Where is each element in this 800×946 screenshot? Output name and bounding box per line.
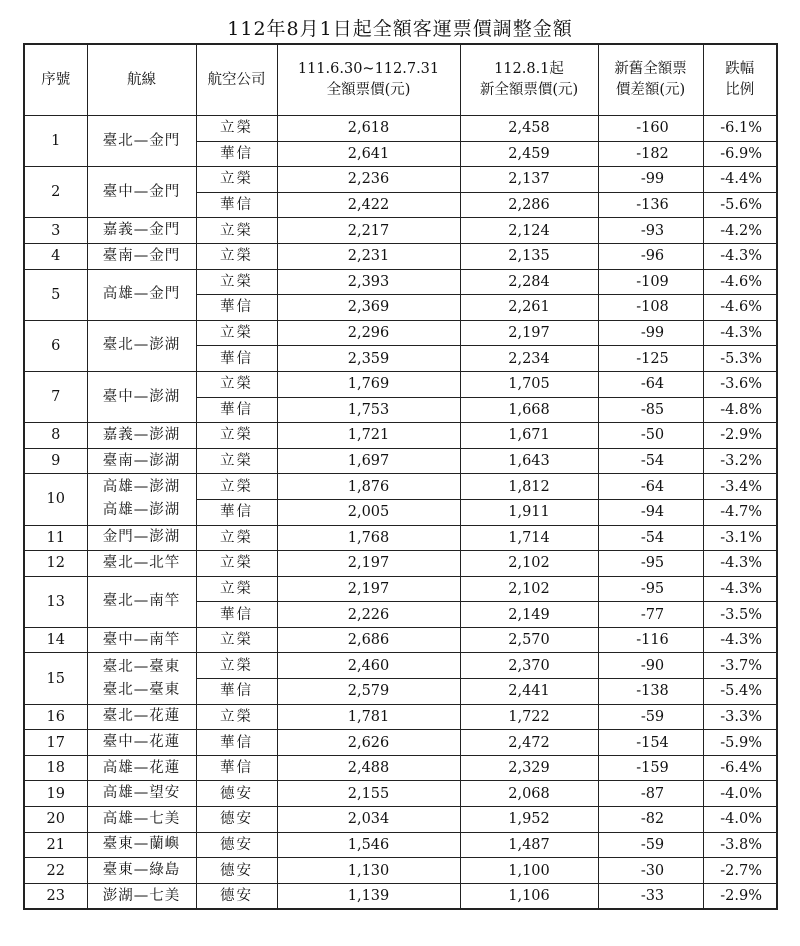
cell-pct: -5.9% [703, 730, 777, 756]
cell-new-price: 1,668 [460, 397, 598, 423]
cell-diff: -154 [598, 730, 703, 756]
cell-pct: -3.5% [703, 602, 777, 628]
cell-seq: 7 [24, 371, 87, 422]
cell-airline: 華信 [196, 295, 277, 321]
route-label: 臺北—臺東 [102, 658, 181, 675]
cell-new-price: 2,441 [460, 679, 598, 705]
cell-new-price: 1,671 [460, 423, 598, 449]
cell-old-price: 2,155 [277, 781, 460, 807]
route-label: 臺東—蘭嶼 [102, 836, 181, 853]
cell-old-price: 2,359 [277, 346, 460, 372]
table-row [24, 448, 777, 474]
cell-seq: 23 [24, 883, 87, 909]
cell-old-price: 2,236 [277, 167, 460, 193]
cell-route [87, 525, 196, 551]
cell-pct: -3.3% [703, 704, 777, 730]
cell-seq: 13 [24, 576, 87, 627]
cell-diff: -64 [598, 474, 703, 500]
cell-new-price: 2,124 [460, 218, 598, 244]
table-row [24, 551, 777, 577]
cell-pct: -3.6% [703, 371, 777, 397]
cell-new-price: 2,068 [460, 781, 598, 807]
cell-old-price: 1,130 [277, 858, 460, 884]
header-route: 航線 [87, 44, 196, 116]
cell-route [87, 448, 196, 474]
cell-seq: 5 [24, 269, 87, 320]
cell-pct: -3.4% [703, 474, 777, 500]
cell-diff: -159 [598, 755, 703, 781]
cell-route [87, 576, 196, 627]
cell-route [87, 832, 196, 858]
cell-old-price: 2,197 [277, 551, 460, 577]
cell-new-price: 1,812 [460, 474, 598, 500]
cell-old-price: 2,579 [277, 679, 460, 705]
cell-airline: 立榮 [196, 551, 277, 577]
table-row [24, 627, 777, 653]
table-row [24, 218, 777, 244]
route-label: 臺北—金門 [102, 132, 181, 149]
cell-old-price: 2,231 [277, 243, 460, 269]
cell-seq: 8 [24, 423, 87, 449]
cell-diff: -125 [598, 346, 703, 372]
cell-old-price: 2,686 [277, 627, 460, 653]
cell-diff: -93 [598, 218, 703, 244]
cell-old-price: 1,546 [277, 832, 460, 858]
cell-airline: 立榮 [196, 448, 277, 474]
cell-airline: 立榮 [196, 423, 277, 449]
route-label: 臺北—花蓮 [102, 708, 181, 725]
cell-pct: -4.3% [703, 243, 777, 269]
table-row [24, 371, 777, 397]
table-row [24, 832, 777, 858]
cell-pct: -5.6% [703, 192, 777, 218]
cell-seq: 19 [24, 781, 87, 807]
cell-airline: 立榮 [196, 704, 277, 730]
cell-airline: 華信 [196, 730, 277, 756]
cell-old-price: 2,626 [277, 730, 460, 756]
table-row [24, 576, 777, 602]
cell-route [87, 704, 196, 730]
cell-new-price: 1,100 [460, 858, 598, 884]
cell-route [87, 781, 196, 807]
route-label: 臺中—南竿 [102, 631, 181, 648]
cell-seq: 1 [24, 116, 87, 167]
table-row [24, 243, 777, 269]
cell-seq: 15 [24, 653, 87, 704]
cell-diff: -182 [598, 141, 703, 167]
cell-pct: -4.3% [703, 576, 777, 602]
cell-seq: 14 [24, 627, 87, 653]
cell-pct: -6.4% [703, 755, 777, 781]
cell-pct: -4.7% [703, 499, 777, 525]
cell-new-price: 2,284 [460, 269, 598, 295]
cell-seq: 6 [24, 320, 87, 371]
cell-diff: -50 [598, 423, 703, 449]
cell-seq: 18 [24, 755, 87, 781]
table-row [24, 167, 777, 193]
table-row [24, 807, 777, 833]
cell-route [87, 858, 196, 884]
route-label: 高雄—澎湖 [102, 479, 181, 496]
cell-pct: -3.7% [703, 653, 777, 679]
cell-new-price: 2,459 [460, 141, 598, 167]
route-label: 高雄—花蓮 [102, 759, 181, 776]
cell-airline: 華信 [196, 499, 277, 525]
table-row [24, 755, 777, 781]
cell-diff: -85 [598, 397, 703, 423]
cell-pct: -4.3% [703, 627, 777, 653]
header-airline: 航空公司 [196, 44, 277, 116]
cell-route [87, 883, 196, 909]
cell-old-price: 2,460 [277, 653, 460, 679]
cell-airline: 德安 [196, 781, 277, 807]
cell-route [87, 627, 196, 653]
page-title: 112年8月1日起全額客運票價調整金額 [227, 18, 573, 40]
route-label: 臺北—臺東 [102, 681, 181, 698]
cell-pct: -2.9% [703, 423, 777, 449]
cell-pct: -4.2% [703, 218, 777, 244]
cell-diff: -99 [598, 320, 703, 346]
cell-seq: 20 [24, 807, 87, 833]
table-row [24, 116, 777, 142]
route-label: 臺北—澎湖 [102, 337, 181, 354]
cell-new-price: 2,458 [460, 116, 598, 142]
table-row [24, 883, 777, 909]
cell-diff: -94 [598, 499, 703, 525]
cell-route [87, 116, 196, 167]
cell-route [87, 474, 196, 525]
header-new-price: 112.8.1起 新全額票價(元) [460, 44, 598, 116]
cell-old-price: 2,034 [277, 807, 460, 833]
cell-seq: 10 [24, 474, 87, 525]
route-label: 高雄—七美 [102, 810, 181, 827]
cell-diff: -138 [598, 679, 703, 705]
cell-new-price: 2,135 [460, 243, 598, 269]
route-label: 臺中—澎湖 [102, 388, 181, 405]
cell-airline: 德安 [196, 832, 277, 858]
cell-pct: -4.6% [703, 295, 777, 321]
route-label: 臺東—綠島 [102, 862, 181, 879]
cell-pct: -2.9% [703, 883, 777, 909]
cell-new-price: 1,487 [460, 832, 598, 858]
cell-route [87, 807, 196, 833]
cell-new-price: 2,102 [460, 576, 598, 602]
cell-pct: -6.9% [703, 141, 777, 167]
cell-old-price: 2,296 [277, 320, 460, 346]
cell-new-price: 2,137 [460, 167, 598, 193]
cell-old-price: 1,139 [277, 883, 460, 909]
cell-pct: -4.0% [703, 781, 777, 807]
cell-airline: 立榮 [196, 653, 277, 679]
cell-diff: -30 [598, 858, 703, 884]
cell-pct: -3.8% [703, 832, 777, 858]
cell-pct: -3.2% [703, 448, 777, 474]
header-old-price: 111.6.30~112.7.31 全額票價(元) [277, 44, 460, 116]
cell-new-price: 1,911 [460, 499, 598, 525]
cell-airline: 華信 [196, 679, 277, 705]
cell-pct: -4.4% [703, 167, 777, 193]
table-row [24, 730, 777, 756]
cell-airline: 華信 [196, 141, 277, 167]
cell-old-price: 1,753 [277, 397, 460, 423]
cell-new-price: 2,149 [460, 602, 598, 628]
cell-seq: 4 [24, 243, 87, 269]
cell-airline: 華信 [196, 755, 277, 781]
cell-airline: 立榮 [196, 116, 277, 142]
cell-diff: -95 [598, 576, 703, 602]
fare-table [23, 43, 778, 910]
cell-new-price: 2,234 [460, 346, 598, 372]
cell-new-price: 2,472 [460, 730, 598, 756]
route-label: 高雄—金門 [102, 286, 181, 303]
header-pct: 跌幅 比例 [703, 44, 777, 116]
cell-old-price: 1,769 [277, 371, 460, 397]
route-label: 嘉義—澎湖 [102, 426, 181, 443]
table-row [24, 269, 777, 295]
route-label: 嘉義—金門 [102, 222, 181, 239]
cell-new-price: 2,329 [460, 755, 598, 781]
cell-new-price: 2,570 [460, 627, 598, 653]
cell-route [87, 371, 196, 422]
cell-seq: 21 [24, 832, 87, 858]
cell-diff: -82 [598, 807, 703, 833]
cell-diff: -33 [598, 883, 703, 909]
table-row [24, 653, 777, 679]
cell-airline: 立榮 [196, 320, 277, 346]
cell-pct: -4.3% [703, 551, 777, 577]
cell-new-price: 2,286 [460, 192, 598, 218]
header-seq: 序號 [24, 44, 87, 116]
header-row [24, 44, 777, 116]
cell-pct: -2.7% [703, 858, 777, 884]
route-label: 金門—澎湖 [102, 529, 181, 546]
cell-new-price: 1,643 [460, 448, 598, 474]
cell-pct: -4.3% [703, 320, 777, 346]
cell-route [87, 320, 196, 371]
cell-route [87, 167, 196, 218]
cell-airline: 立榮 [196, 218, 277, 244]
cell-old-price: 2,393 [277, 269, 460, 295]
cell-seq: 3 [24, 218, 87, 244]
cell-route [87, 551, 196, 577]
cell-seq: 11 [24, 525, 87, 551]
cell-pct: -4.6% [703, 269, 777, 295]
cell-diff: -64 [598, 371, 703, 397]
cell-new-price: 1,722 [460, 704, 598, 730]
cell-airline: 立榮 [196, 243, 277, 269]
cell-old-price: 2,422 [277, 192, 460, 218]
cell-new-price: 2,197 [460, 320, 598, 346]
route-label: 臺南—澎湖 [102, 452, 181, 469]
cell-seq: 2 [24, 167, 87, 218]
cell-airline: 華信 [196, 397, 277, 423]
cell-diff: -109 [598, 269, 703, 295]
cell-route [87, 243, 196, 269]
cell-airline: 立榮 [196, 474, 277, 500]
cell-airline: 立榮 [196, 576, 277, 602]
cell-old-price: 2,217 [277, 218, 460, 244]
route-label: 臺中—花蓮 [102, 734, 181, 751]
cell-seq: 22 [24, 858, 87, 884]
cell-diff: -116 [598, 627, 703, 653]
cell-old-price: 2,641 [277, 141, 460, 167]
route-label: 臺北—北竿 [102, 554, 181, 571]
cell-diff: -99 [598, 167, 703, 193]
cell-old-price: 1,721 [277, 423, 460, 449]
cell-diff: -136 [598, 192, 703, 218]
cell-pct: -5.3% [703, 346, 777, 372]
cell-diff: -87 [598, 781, 703, 807]
cell-pct: -4.0% [703, 807, 777, 833]
route-label: 臺北—南竿 [102, 593, 181, 610]
cell-diff: -90 [598, 653, 703, 679]
table-row [24, 423, 777, 449]
cell-airline: 立榮 [196, 269, 277, 295]
cell-airline: 德安 [196, 883, 277, 909]
cell-old-price: 1,697 [277, 448, 460, 474]
cell-old-price: 2,005 [277, 499, 460, 525]
cell-seq: 16 [24, 704, 87, 730]
cell-airline: 立榮 [196, 525, 277, 551]
cell-diff: -160 [598, 116, 703, 142]
route-label: 澎湖—七美 [102, 887, 181, 904]
cell-old-price: 2,369 [277, 295, 460, 321]
cell-airline: 德安 [196, 858, 277, 884]
cell-route [87, 653, 196, 704]
cell-airline: 立榮 [196, 627, 277, 653]
table-row [24, 704, 777, 730]
cell-diff: -108 [598, 295, 703, 321]
fare-table-container [23, 43, 778, 910]
cell-new-price: 1,705 [460, 371, 598, 397]
table-body [24, 116, 777, 910]
cell-diff: -77 [598, 602, 703, 628]
route-label: 高雄—望安 [102, 785, 181, 802]
cell-seq: 17 [24, 730, 87, 756]
cell-new-price: 1,106 [460, 883, 598, 909]
route-label: 臺中—金門 [102, 183, 181, 200]
cell-route [87, 218, 196, 244]
cell-airline: 華信 [196, 192, 277, 218]
cell-route [87, 423, 196, 449]
cell-diff: -96 [598, 243, 703, 269]
cell-route [87, 730, 196, 756]
cell-seq: 12 [24, 551, 87, 577]
table-row [24, 320, 777, 346]
cell-old-price: 1,781 [277, 704, 460, 730]
route-label: 臺南—金門 [102, 247, 181, 264]
cell-route [87, 269, 196, 320]
cell-old-price: 1,768 [277, 525, 460, 551]
cell-old-price: 2,618 [277, 116, 460, 142]
cell-diff: -95 [598, 551, 703, 577]
route-label: 高雄—澎湖 [102, 502, 181, 519]
cell-new-price: 2,261 [460, 295, 598, 321]
cell-diff: -59 [598, 704, 703, 730]
cell-airline: 立榮 [196, 167, 277, 193]
table-row [24, 858, 777, 884]
cell-new-price: 1,714 [460, 525, 598, 551]
cell-pct: -5.4% [703, 679, 777, 705]
cell-old-price: 2,226 [277, 602, 460, 628]
cell-new-price: 2,102 [460, 551, 598, 577]
cell-airline: 德安 [196, 807, 277, 833]
table-row [24, 781, 777, 807]
cell-pct: -3.1% [703, 525, 777, 551]
cell-pct: -6.1% [703, 116, 777, 142]
cell-seq: 9 [24, 448, 87, 474]
table-row [24, 474, 777, 500]
cell-diff: -54 [598, 525, 703, 551]
cell-airline: 立榮 [196, 371, 277, 397]
cell-new-price: 2,370 [460, 653, 598, 679]
cell-old-price: 2,197 [277, 576, 460, 602]
cell-airline: 華信 [196, 346, 277, 372]
cell-pct: -4.8% [703, 397, 777, 423]
cell-new-price: 1,952 [460, 807, 598, 833]
cell-diff: -59 [598, 832, 703, 858]
cell-route [87, 755, 196, 781]
cell-old-price: 2,488 [277, 755, 460, 781]
header-diff: 新舊全額票 價差額(元) [598, 44, 703, 116]
cell-old-price: 1,876 [277, 474, 460, 500]
table-row [24, 525, 777, 551]
cell-diff: -54 [598, 448, 703, 474]
cell-airline: 華信 [196, 602, 277, 628]
